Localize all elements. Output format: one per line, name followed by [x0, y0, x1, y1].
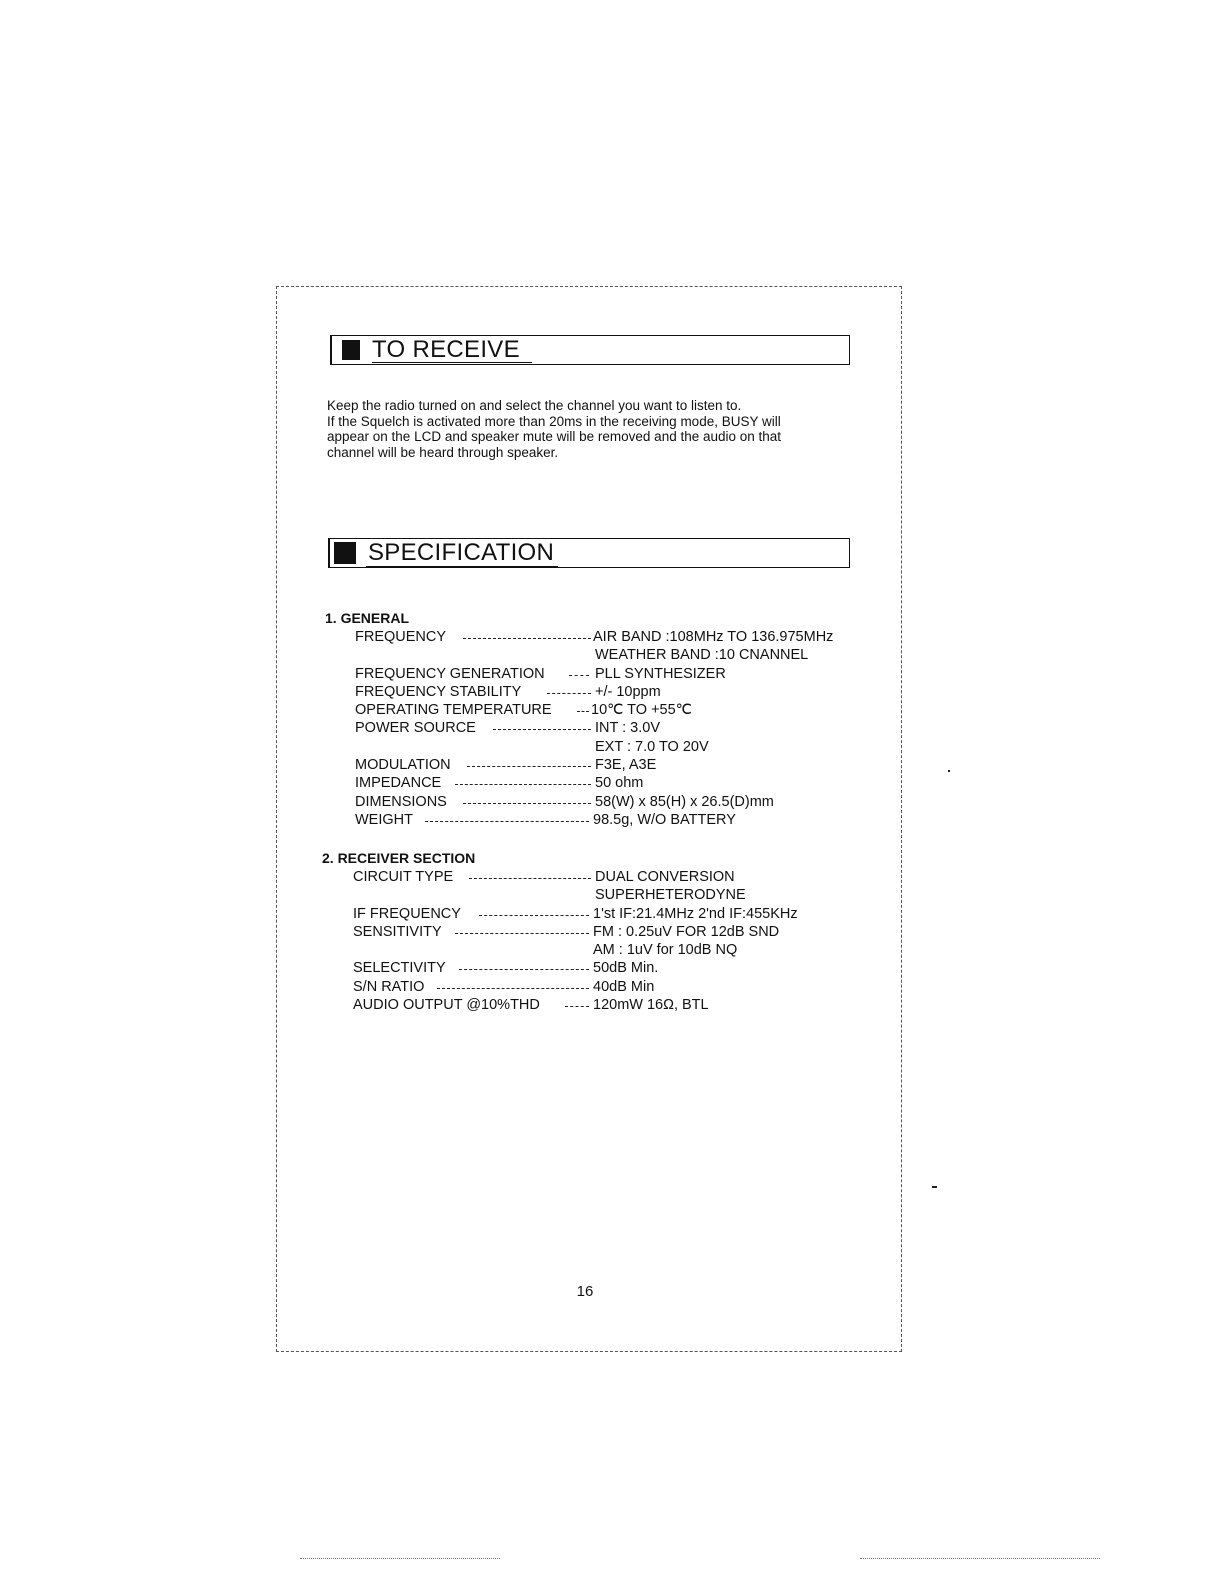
leader-line [493, 729, 591, 730]
spec-value: 10℃ TO +55℃ [591, 702, 692, 719]
scan-speck [932, 1186, 937, 1188]
receive-line: channel will be heard through speaker. [327, 444, 559, 460]
leader-line [565, 1006, 589, 1007]
spec-label: SELECTIVITY [353, 960, 446, 977]
spec-value: 120mW 16Ω, BTL [593, 997, 709, 1014]
section-title-receive: TO RECEIVE [372, 336, 520, 363]
spec-value: AIR BAND :108MHz TO 136.975MHz [593, 629, 834, 645]
leader-line [577, 711, 589, 712]
spec-label: WEIGHT [355, 811, 413, 828]
spec-value: INT : 3.0V [595, 720, 661, 737]
leader-line [569, 675, 589, 676]
spec-label: MODULATION [355, 757, 451, 774]
spec-label: OPERATING TEMPERATURE [355, 702, 552, 719]
spec-value: AM : 1uV for 10dB NQ [593, 942, 738, 959]
spec-value: 58(W) x 85(H) x 26.5(D)mm [595, 793, 774, 810]
leader-line [463, 638, 591, 639]
spec-value: 50 ohm [595, 775, 644, 792]
leader-line [547, 693, 591, 694]
spec-value: +/- 10ppm [595, 683, 661, 700]
spec-label: IMPEDANCE [355, 775, 442, 792]
spec-label: FREQUENCY [355, 629, 447, 645]
section-title-specification: SPECIFICATION [368, 539, 555, 566]
leader-line [459, 969, 589, 970]
specification-title-underline [366, 566, 558, 567]
spec-label: FREQUENCY STABILITY [355, 683, 522, 700]
receive-instructions [327, 398, 867, 460]
spec-value: 1'st IF:21.4MHz 2'nd IF:455KHz [593, 905, 798, 922]
spec-label: POWER SOURCE [355, 720, 476, 737]
page-number: 16 [576, 1283, 594, 1300]
spec-value: EXT : 7.0 TO 20V [595, 738, 709, 755]
leader-line [469, 878, 591, 879]
leader-line [467, 766, 591, 767]
spec-value: WEATHER BAND :10 CNANNEL [595, 647, 809, 664]
leader-line [455, 784, 591, 785]
section-header-receive [330, 335, 850, 365]
spec-value: SUPERHETERODYNE [595, 887, 746, 904]
spec-label: AUDIO OUTPUT @10%THD [353, 997, 540, 1014]
spec-value: DUAL CONVERSION [595, 869, 735, 885]
leader-line [455, 933, 589, 934]
receive-line: If the Squelch is activated more than 20ms in the receiving mode, BUSY will [327, 413, 781, 429]
spec-heading-receiver: 2. RECEIVER SECTION [322, 850, 476, 866]
spec-value: 98.5g, W/O BATTERY [593, 811, 736, 828]
spec-label: DIMENSIONS [355, 793, 447, 810]
spec-label: IF FREQUENCY [353, 905, 461, 922]
leader-line [437, 988, 589, 989]
square-bullet-icon [342, 340, 360, 360]
spec-value: 40dB Min [593, 978, 655, 995]
spec-label: FREQUENCY GENERATION [355, 665, 545, 682]
spec-heading-general: 1. GENERAL [325, 610, 410, 626]
leader-line [479, 915, 589, 916]
scan-artifact-line [300, 1558, 500, 1559]
spec-value: F3E, A3E [595, 757, 657, 774]
section-header-specification [328, 538, 850, 568]
scan-speck [948, 770, 950, 772]
leader-line [425, 821, 589, 822]
square-bullet-icon [334, 542, 356, 564]
leader-line [463, 803, 591, 804]
receive-title-underline [372, 362, 532, 363]
spec-label: CIRCUIT TYPE [353, 869, 454, 885]
spec-value: PLL SYNTHESIZER [595, 665, 726, 682]
spec-label: S/N RATIO [353, 978, 425, 995]
receive-line: appear on the LCD and speaker mute will be removed and the audio on that [327, 429, 782, 445]
spec-value: FM : 0.25uV FOR 12dB SND [593, 923, 780, 940]
scan-artifact-line [860, 1558, 1100, 1559]
spec-label: SENSITIVITY [353, 923, 442, 940]
receive-line: Keep the radio turned on and select the channel you want to listen to. [327, 398, 742, 413]
spec-value: 50dB Min. [593, 960, 659, 977]
